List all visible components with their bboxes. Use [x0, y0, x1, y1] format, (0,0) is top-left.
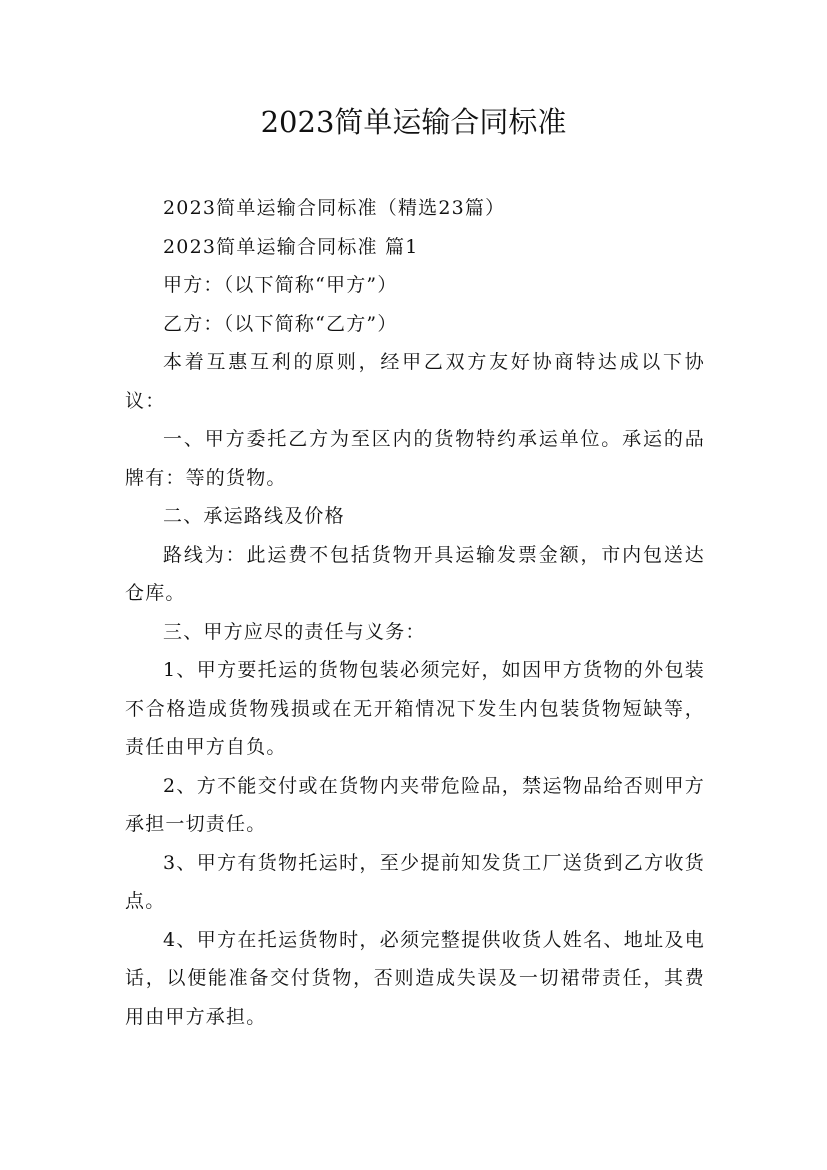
- paragraph-preamble: 本着互惠互利的原则，经甲乙双方友好协商特达成以下协议：: [125, 351, 705, 412]
- paragraph-party-b: 乙方：（以下简称“乙方”）: [163, 312, 398, 335]
- paragraph-item-1: 1、甲方要托运的货物包装必须完好，如因甲方货物的外包装不合格造成货物残损或在无开箱情况下发生内包装货物短缺等，责任由甲方自负。: [125, 659, 705, 758]
- paragraph-item-4: 4、甲方在托运货物时，必须完整提供收货人姓名、地址及电话，以便能准备交付货物，否则造成失误及一切裙带责任，其费用由甲方承担。: [125, 928, 705, 1028]
- paragraph-section-heading: 2023简单运输合同标准 篇1: [163, 235, 419, 258]
- paragraph-party-a: 甲方：（以下简称“甲方”）: [163, 274, 398, 296]
- paragraph-item-3: 3、甲方有货物托运时，至少提前知发货工厂送货到乙方收货点。: [125, 851, 705, 912]
- paragraph-clause-2-heading: 二、承运路线及价格: [163, 505, 345, 527]
- paragraph-clause-1: 一、甲方委托乙方为至区内的货物特约承运单位。承运的品牌有：等的货物。: [125, 428, 705, 489]
- paragraph-route: 路线为：此运费不包括货物开具运输发票金额，市内包送达仓库。: [125, 543, 705, 604]
- document-title: 2023简单运输合同标准: [260, 105, 567, 139]
- paragraph-item-2: 2、方不能交付或在货物内夹带危险品，禁运物品给否则甲方承担一切责任。: [125, 774, 705, 835]
- paragraph-clause-3-heading: 三、甲方应尽的责任与义务：: [163, 620, 426, 643]
- paragraph-subtitle: 2023简单运输合同标准（精选23篇）: [163, 197, 506, 219]
- document-body: [125, 189, 705, 1036]
